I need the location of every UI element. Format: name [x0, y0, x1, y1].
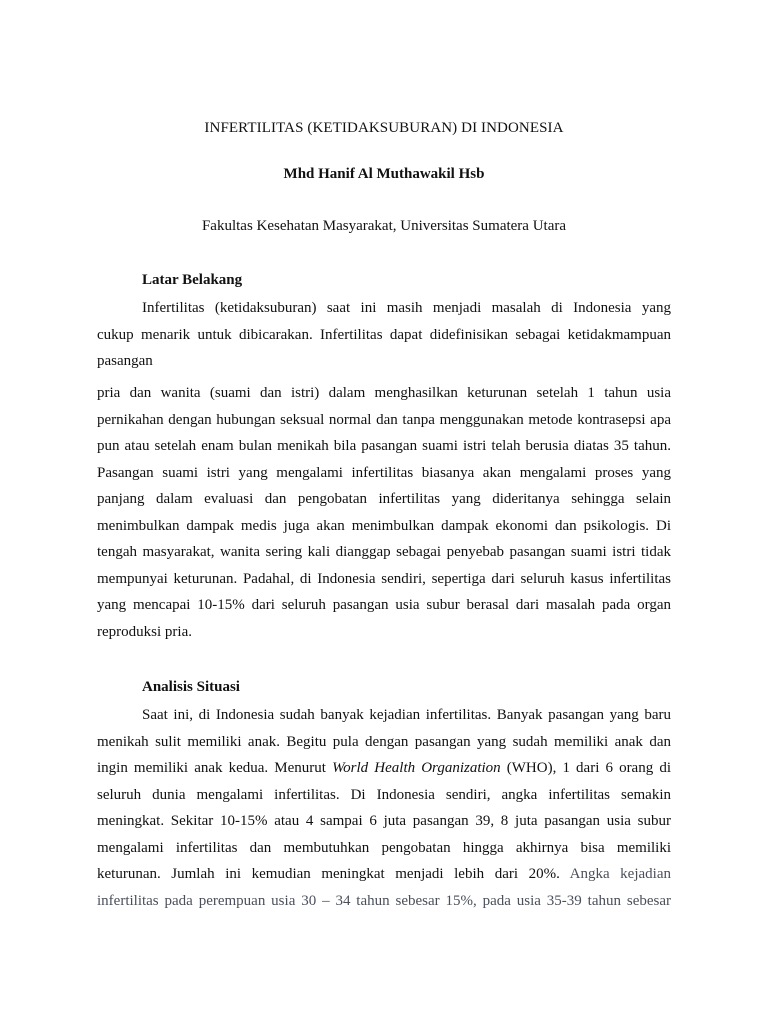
paragraph-text-muted: Angka kejadian: [569, 866, 671, 882]
paragraph-latar-belakang-2: [97, 380, 671, 645]
paragraph-line: mengalami infertilitas dan membutuhkan pengobatan hingga akhirnya bisa memiliki: [97, 839, 671, 856]
author-affiliation: Fakultas Kesehatan Masyarakat, Universitas Sumatera Utara: [201, 218, 567, 234]
document-title: INFERTILITAS (KETIDAKSUBURAN) DI INDONESIA: [204, 120, 564, 136]
paragraph-line: Saat ini, di Indonesia sudah banyak kejadian infertilitas. Banyak pasangan yang baru: [142, 707, 671, 723]
paragraph-line: seluruh dunia mengalami infertilitas. Di Indonesia sendiri, angka infertilitas semakin: [97, 786, 671, 803]
paragraph-line: tengah masyarakat, wanita sering kali dianggap sebagai penyebab pasangan suami istri tidak: [97, 544, 671, 560]
paragraph-line: pun atau setelah enam bulan menikah bila pasangan suami istri telah berusia diatas 35 tahun.: [97, 438, 671, 454]
paragraph-line: pasangan: [97, 353, 153, 369]
paragraph-line: cukup menarik untuk dibicarakan. Infertilitas dapat didefinisikan sebagai ketidakmampuan: [97, 326, 671, 343]
paragraph-line: Infertilitas (ketidaksuburan) saat ini masih menjadi masalah di Indonesia yang: [142, 300, 671, 316]
author-name: Mhd Hanif Al Muthawakil Hsb: [283, 166, 485, 182]
section-heading-latar-belakang: Latar Belakang: [142, 272, 243, 288]
paragraph-line: reproduksi pria.: [97, 623, 192, 640]
paragraph-line: yang mencapai 10-15% dari seluruh pasangan usia subur berasal dari masalah pada organ: [97, 597, 671, 613]
paragraph-line: mempunyai keturunan. Padahal, di Indonesia sendiri, sepertiga dari seluruh kasus infertilitas: [97, 570, 671, 587]
paragraph-line: meningkat. Sekitar 10-15% atau 4 sampai 6 juta pasangan 39, 8 juta pasangan usia subur: [97, 813, 671, 829]
paragraph-latar-belakang-1: [97, 295, 671, 375]
paragraph-line: menikah sulit memiliki anak. Begitu pula dengan pasangan yang sudah memiliki anak dan: [97, 733, 671, 750]
paragraph-line: [97, 861, 671, 888]
paragraph-line: infertilitas pada perempuan usia 30 – 34 tahun sebesar 15%, pada usia 35-39 tahun sebesar: [97, 892, 671, 909]
paragraph-line: Pasangan suami istri yang mengalami infertilitas biasanya akan mengalami proses yang: [97, 464, 671, 481]
paragraph-text: (WHO), 1 dari 6 orang di: [500, 760, 671, 776]
section-heading-analisis-situasi: Analisis Situasi: [142, 679, 240, 695]
paragraph-text: ingin memiliki anak kedua. Menurut: [97, 760, 333, 776]
paragraph-line: pria dan wanita (suami dan istri) dalam menghasilkan keturunan setelah 1 tahun usia: [97, 385, 671, 401]
paragraph-line: [97, 755, 671, 782]
paragraph-line: menimbulkan dampak medis juga akan menimbulkan dampak ekonomi dan psikologis. Di: [97, 517, 671, 534]
paragraph-text: keturunan. Jumlah ini kemudian meningkat menjadi lebih dari 20%.: [97, 866, 570, 882]
who-name-italic: World Health Organization: [332, 760, 501, 776]
paragraph-analisis-situasi: [97, 702, 671, 914]
paragraph-line: pernikahan dengan hubungan seksual normal dan tanpa menggunakan metode kontrasepsi apa: [97, 411, 671, 428]
paragraph-line: panjang dalam evaluasi dan pengobatan infertilitas yang dideritanya sehingga selain: [97, 491, 671, 507]
